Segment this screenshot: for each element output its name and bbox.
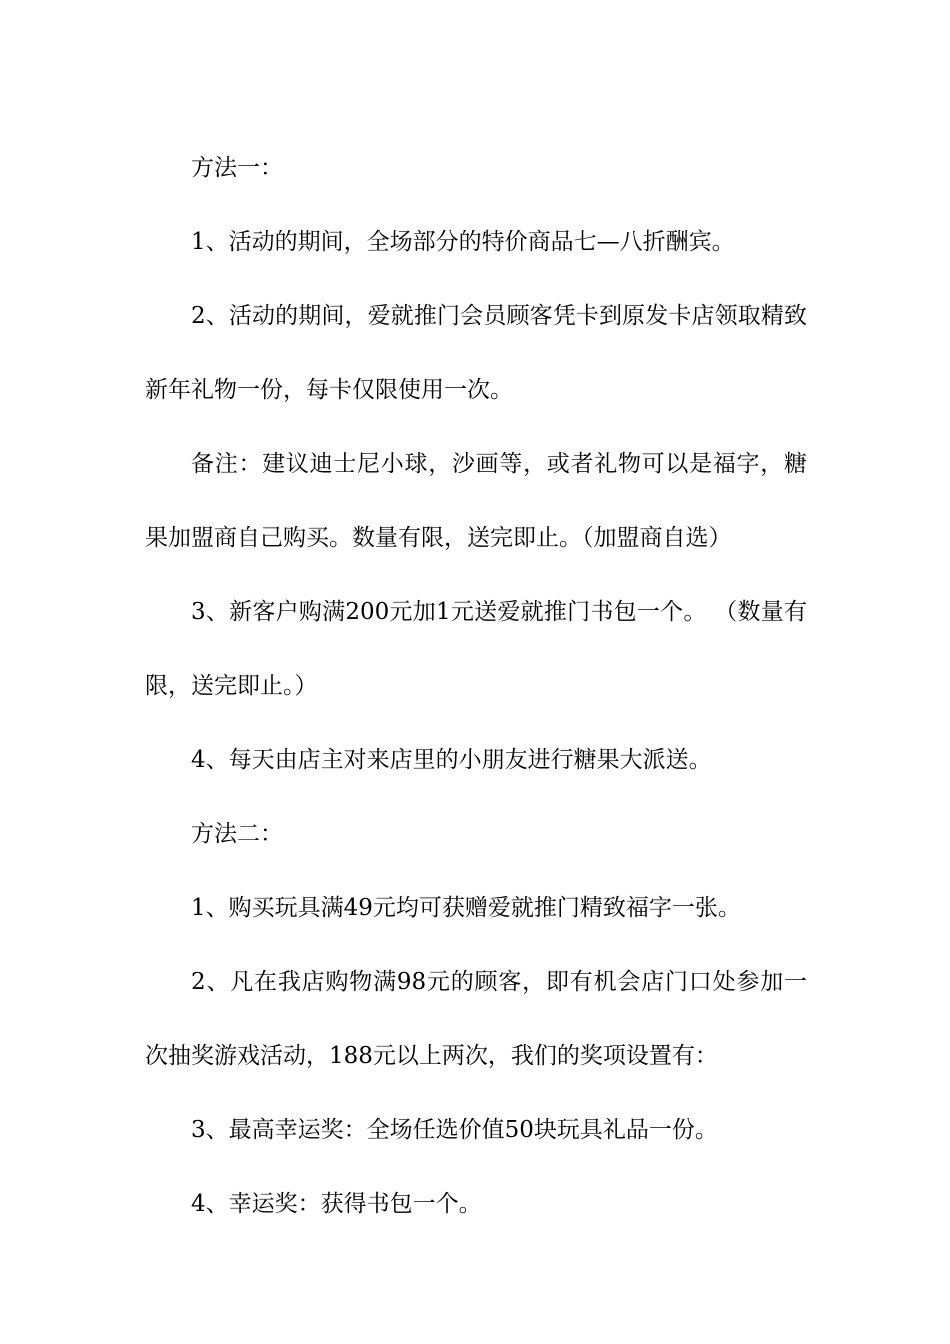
paragraph-item: 2、凡在我店购物满98元的顾客，即有机会店门口处参加一次抽奖游戏活动，188元以上两次，我们的奖项设置有： [145,969,807,1069]
paragraph-item: 4、幸运奖：获得书包一个。 [191,1191,482,1217]
heading-method-one: 方法一： [191,155,283,181]
heading-method-two: 方法二： [191,821,283,847]
paragraph-item: 3、最高幸运奖：全场任选价值50块玩具礼品一份。 [191,1117,718,1143]
paragraph-item: 1、活动的期间，全场部分的特价商品七—八折酬宾。 [191,229,735,255]
document-body [145,131,807,1241]
paragraph-item: 3、新客户购满200元加1元送爱就推门书包一个。 （数量有限，送完即止。） [145,599,807,699]
paragraph-item: 1、购买玩具满49元均可获赠爱就推门精致福字一张。 [191,895,741,921]
paragraph-item: 4、每天由店主对来店里的小朋友进行糖果大派送。 [191,747,712,773]
paragraph-item: 2、活动的期间，爱就推门会员顾客凭卡到原发卡店领取精致新年礼物一份，每卡仅限使用一次。 [145,303,807,403]
paragraph-note: 备注：建议迪士尼小球，沙画等，或者礼物可以是福字，糖果加盟商自己购买。数量有限，送完即止。（加盟商自选） [145,451,807,551]
